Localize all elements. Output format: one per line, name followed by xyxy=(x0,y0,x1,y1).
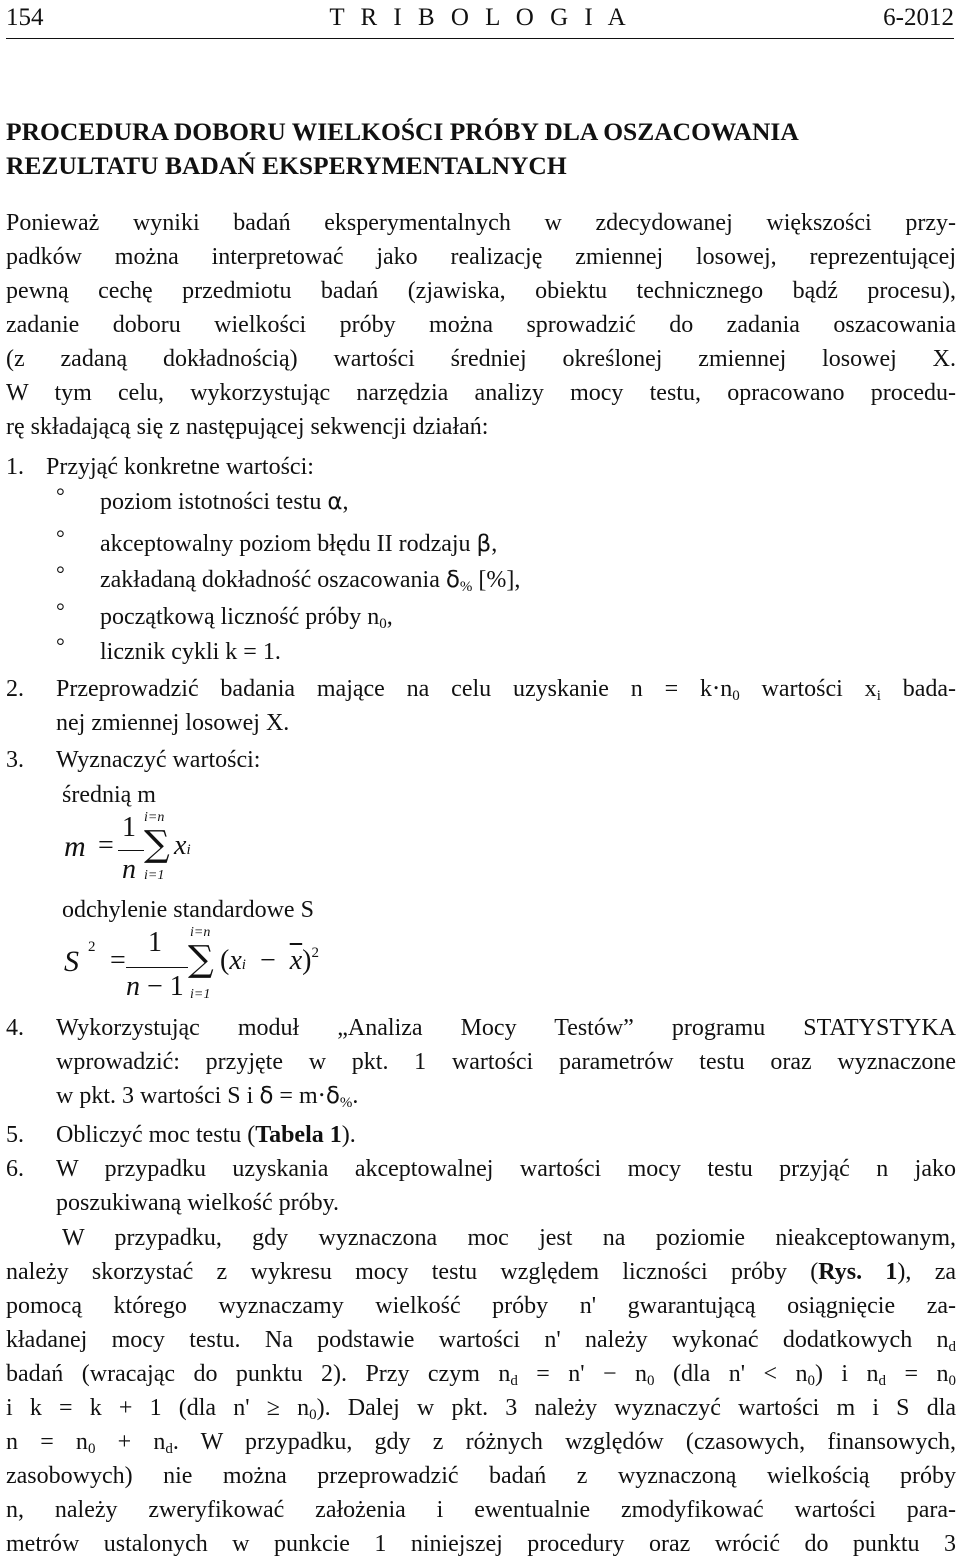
step-text-block xyxy=(56,1011,956,1113)
sum-lower-limit: i=1 xyxy=(190,987,211,1002)
text: i k = k + 1 (dla n' xyxy=(6,1395,267,1421)
subscript: d xyxy=(510,1373,518,1389)
subscript: 0 xyxy=(87,1441,96,1457)
step-line: W przypadku uzyskania akceptowalnej wartości mocy testu przyjąć n jako xyxy=(56,1156,956,1182)
bullet-text: poziom istotności testu xyxy=(100,489,322,515)
formula-mean xyxy=(60,810,260,890)
subscript: 0 xyxy=(647,1373,655,1389)
text: n = n xyxy=(6,1429,88,1455)
step-line: nej zmiennej losowej X. xyxy=(56,710,290,736)
subscript: 0 xyxy=(948,1373,956,1389)
punct: [%], xyxy=(472,567,521,593)
bullet-text: początkową liczność próby n xyxy=(100,604,380,630)
page-number: 154 xyxy=(6,4,44,31)
paragraph-line: zadanie doboru wielkości próby można sprowadzić do zadania oszacowania xyxy=(6,312,956,338)
step-text: Przyjąć konkretne wartości: xyxy=(46,454,314,480)
bullet-text: licznik cykli k = 1. xyxy=(100,639,281,665)
paragraph-line: n, należy zweryfikować założenia i ewentualnie zmodyfikować wartości para- xyxy=(6,1497,956,1523)
one: 1 xyxy=(169,971,184,1002)
journal-name: T R I B O L O G I A xyxy=(329,4,631,31)
running-header xyxy=(6,4,954,34)
formula-eq: = xyxy=(110,945,126,976)
superscript: 2 xyxy=(88,939,96,955)
text: Obliczyć moc testu ( xyxy=(56,1122,256,1148)
subscript: % xyxy=(339,1095,353,1111)
text: . xyxy=(352,1083,359,1109)
sum-icon: ∑ xyxy=(188,939,214,980)
text: ). xyxy=(341,1122,356,1148)
paragraph-line xyxy=(6,1357,956,1391)
text: + n xyxy=(95,1429,166,1455)
fraction-denominator xyxy=(126,971,184,1003)
bullet-text: zakładaną dokładność oszacowania xyxy=(100,567,440,593)
ge-symbol: ≥ xyxy=(266,1395,280,1421)
subscript: 0 xyxy=(309,1407,317,1423)
punct: , xyxy=(491,531,498,557)
sum-lower-limit: i=1 xyxy=(144,868,165,883)
fraction-bar xyxy=(118,850,144,851)
x-var: x xyxy=(174,830,187,861)
text: = n xyxy=(886,1361,949,1387)
text: w pkt. 3 wartości S i xyxy=(56,1083,260,1109)
step-line: Wykorzystując moduł „Analiza Mocy Testów” programu STATYSTYKA xyxy=(56,1015,956,1041)
fraction-numerator: 1 xyxy=(122,812,136,843)
paragraph-line: (z zadaną dokładnością) wartości średniej określonej zmiennej losowej X. xyxy=(6,346,956,372)
paragraph-line: pomocą którego wyznaczamy wielkość próby n' gwarantującą osiągnięcie za- xyxy=(6,1293,956,1319)
text: badań (wracając do punktu 2). Przy czym n xyxy=(6,1361,511,1387)
delta-symbol: δ xyxy=(445,567,460,593)
formula-sd xyxy=(60,925,360,1010)
subscript: % xyxy=(459,579,473,595)
text: ) i n xyxy=(814,1361,879,1387)
paragraph-line: padków można interpretować jako realizację zmiennej losowej, reprezentującej xyxy=(6,244,956,270)
step-number: 4. xyxy=(6,1015,24,1041)
paragraph-line: W tym celu, wykorzystując narzędzia analizy mocy testu, opracowano procedu- xyxy=(6,380,956,406)
paragraph-line: zasobowych) nie można przeprowadzić badań z wyznaczoną wielkością próby xyxy=(6,1463,956,1489)
paragraph-line: W przypadku, gdy wyznaczona moc jest na poziomie nieakceptowanym, xyxy=(62,1225,956,1251)
subscript: d xyxy=(165,1441,173,1457)
final-paragraph xyxy=(6,1221,956,1561)
fraction-bar xyxy=(126,967,188,968)
paren: ( xyxy=(220,945,230,976)
paren: ) xyxy=(302,945,312,976)
punct: , xyxy=(386,604,393,630)
x-bar: $\overline{x}$ xyxy=(289,945,303,976)
formula-eq: = xyxy=(98,830,114,861)
paragraph-line: pewną cechę przedmiotu badań (zjawiska, obiektu technicznego bądź procesu), xyxy=(6,278,956,304)
title-line: PROCEDURA DOBORU WIELKOŚCI PRÓBY DLA OSZACOWANIA xyxy=(6,117,799,146)
paragraph-line: Ponieważ wyniki badań eksperymentalnych w zdecydowanej większości przy- xyxy=(6,210,956,236)
step-number: 3. xyxy=(6,747,24,773)
step-line: wprowadzić: przyjęte w pkt. 1 wartości parametrów testu oraz wyznaczone xyxy=(56,1049,956,1075)
bullet-degree-icon: ° xyxy=(56,483,65,508)
step-number: 1. xyxy=(6,454,24,480)
step-text-block xyxy=(56,1152,956,1220)
formula-lhs: S xyxy=(64,945,79,978)
paragraph-line xyxy=(6,1391,956,1425)
paragraph-line: metrów ustalonych w punkcie 1 niniejszej procedury oraz wrócić do punktu 3 xyxy=(6,1531,956,1557)
sum-upper-limit: i=n xyxy=(190,925,211,940)
sum-upper-limit: i=n xyxy=(144,810,165,825)
superscript: 2 xyxy=(311,945,319,961)
title-line: REZULTATU BADAŃ EKSPERYMENTALNYCH xyxy=(6,151,567,180)
beta-symbol: β xyxy=(476,531,492,557)
subscript: d xyxy=(878,1373,887,1389)
subscript: i xyxy=(186,842,191,858)
sd-label: odchylenie standardowe S xyxy=(62,897,314,923)
text: . W przypadku, gdy z różnych względów (czasowych, finansowych, xyxy=(172,1429,957,1455)
issue-number: 6-2012 xyxy=(883,4,954,31)
text: n xyxy=(279,1395,310,1421)
step-text: Wyznaczyć wartości: xyxy=(56,747,261,773)
step-number: 5. xyxy=(6,1122,24,1148)
formula-lhs: m xyxy=(64,830,86,863)
step-text xyxy=(56,1118,956,1152)
text: wartości x xyxy=(739,676,877,702)
step-line xyxy=(56,1079,956,1113)
paragraph-line xyxy=(6,1323,956,1357)
step-text-block xyxy=(56,672,956,740)
sum-term xyxy=(220,945,319,977)
x-var: x xyxy=(229,945,242,976)
step-line: poszukiwaną wielkość próby. xyxy=(56,1190,340,1216)
mean-label: średnią m xyxy=(62,782,156,808)
minus: − xyxy=(147,971,163,1002)
fraction-denominator: n xyxy=(122,854,136,885)
figure-reference: Rys. 1 xyxy=(818,1259,898,1285)
text: ). Dalej w pkt. 3 należy wyznaczyć wartości m i S dla xyxy=(316,1395,957,1421)
text: = n' − n xyxy=(517,1361,648,1387)
subscript: i xyxy=(876,688,881,704)
step-line xyxy=(56,672,956,706)
bullet-degree-icon: ° xyxy=(56,561,65,586)
subscript: i xyxy=(241,957,246,973)
bullet-degree-icon: ° xyxy=(56,633,65,658)
text: = m xyxy=(273,1083,318,1109)
paragraph-line: rę składającą się z następującej sekwencji działań: xyxy=(6,414,489,440)
dot-operator: ⋅ xyxy=(317,1083,326,1109)
header-rule xyxy=(6,38,954,39)
text: kładanej mocy testu. Na podstawie wartości n' należy wykonać dodatkowych n xyxy=(6,1327,949,1353)
text: n xyxy=(720,676,733,702)
subscript: 0 xyxy=(732,688,740,704)
fraction-numerator: 1 xyxy=(148,927,162,958)
dot-operator: ⋅ xyxy=(711,676,721,702)
step-number: 2. xyxy=(6,676,24,702)
bullet-text: akceptowalny poziom błędu II rodzaju xyxy=(100,531,471,557)
text: bada- xyxy=(880,676,956,702)
text: ), za xyxy=(897,1259,956,1285)
delta-symbol: δ xyxy=(259,1083,274,1109)
sum-icon: ∑ xyxy=(144,824,170,865)
n-var: n xyxy=(126,971,140,1002)
delta-symbol: δ xyxy=(325,1083,340,1109)
table-reference: Tabela 1 xyxy=(255,1122,342,1148)
paragraph-line xyxy=(6,1425,956,1459)
paragraph-line xyxy=(6,1255,956,1289)
punct: , xyxy=(342,489,349,515)
text: Przeprowadzić badania mające na celu uzyskanie n = k xyxy=(56,676,712,702)
subscript: d xyxy=(948,1339,956,1355)
section-title xyxy=(6,115,956,183)
subscript: 0 xyxy=(379,616,387,632)
subscript: 0 xyxy=(807,1373,815,1389)
bullet-degree-icon: ° xyxy=(56,525,65,550)
step-number: 6. xyxy=(6,1156,24,1182)
alpha-symbol: α xyxy=(327,489,343,515)
bullet-degree-icon: ° xyxy=(56,598,65,623)
minus: − xyxy=(259,945,276,976)
text: należy skorzystać z wykresu mocy testu względem liczności próby ( xyxy=(6,1259,819,1285)
sum-term xyxy=(174,830,191,862)
text: (dla n' < n xyxy=(654,1361,808,1387)
intro-paragraph xyxy=(6,206,956,444)
